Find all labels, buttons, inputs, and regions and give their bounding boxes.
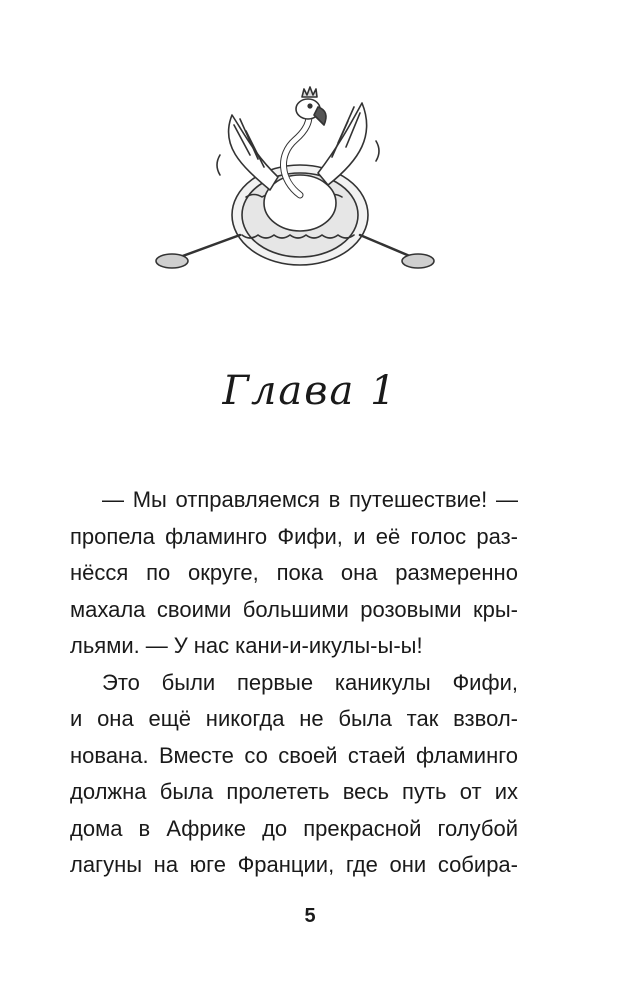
word: —	[145, 633, 168, 658]
word: фламинго	[165, 523, 268, 549]
word: ещё	[148, 706, 192, 731]
page-number: 5	[304, 905, 316, 927]
word: путешествие!	[349, 487, 488, 512]
word: своей	[278, 742, 338, 768]
word: со	[244, 742, 268, 768]
word: пролететь	[226, 779, 330, 804]
text-line	[70, 628, 518, 665]
word: её	[375, 523, 401, 549]
word: каникулы	[334, 669, 431, 695]
word: большими	[242, 596, 349, 622]
word: в	[138, 815, 151, 841]
word: своими	[156, 596, 232, 622]
word: махала	[70, 596, 146, 622]
word: голос	[410, 523, 467, 549]
word: она	[340, 560, 378, 585]
text-line	[70, 665, 518, 702]
flamingo-ballerina-icon	[150, 85, 440, 285]
word: стаей	[347, 742, 406, 768]
word: размеренно	[395, 560, 518, 585]
word: У	[173, 633, 188, 658]
word: где	[345, 852, 378, 877]
word: лагуны	[70, 852, 143, 877]
word: нёсся	[70, 560, 129, 585]
word: Фифи,	[452, 669, 518, 695]
word: пока	[276, 560, 324, 585]
word: нас	[193, 633, 230, 658]
word: фламинго	[415, 742, 518, 768]
word: Фифи,	[277, 523, 343, 549]
word: —	[495, 487, 518, 512]
word: кани-и-икулы-ы-ы!	[235, 633, 423, 658]
text-line	[70, 847, 518, 884]
word: в	[328, 487, 341, 512]
word: Мы	[132, 487, 167, 512]
word: Вместе	[159, 742, 234, 768]
word: были	[161, 669, 216, 695]
word: кры-	[472, 596, 518, 622]
chapter-title: Глава 1	[222, 368, 398, 414]
word: и	[353, 523, 366, 549]
word: по	[146, 560, 171, 585]
word: до	[262, 815, 288, 841]
text-line	[70, 774, 518, 811]
word: путь	[402, 779, 447, 804]
word: и	[70, 706, 83, 731]
word: прекрасной	[303, 815, 422, 841]
word: на	[153, 852, 179, 877]
word: Африке	[166, 815, 246, 841]
word: должна	[70, 779, 147, 804]
word: не	[299, 706, 324, 731]
word: юге	[189, 852, 226, 877]
word: Это	[102, 669, 140, 695]
word: нована.	[70, 742, 149, 768]
word: —	[102, 487, 124, 512]
word: так	[406, 706, 439, 731]
word: от	[459, 779, 482, 804]
word: была	[338, 706, 392, 731]
text-line	[70, 592, 518, 629]
word: голубой	[437, 815, 518, 841]
word: отправляемся	[175, 487, 320, 512]
word: весь	[342, 779, 389, 804]
word: розовыми	[360, 596, 462, 622]
text-line	[70, 555, 518, 592]
word: была	[159, 779, 214, 804]
word: никогда	[205, 706, 285, 731]
word: они	[389, 852, 427, 877]
word: округе,	[188, 560, 259, 585]
text-line	[70, 482, 518, 519]
paragraph-2	[70, 665, 518, 884]
paragraph-1	[70, 482, 518, 665]
word: первые	[236, 669, 314, 695]
text-line	[70, 811, 518, 848]
word: льями.	[70, 633, 140, 658]
text-line	[70, 738, 518, 775]
body-text	[70, 482, 518, 884]
word: их	[494, 779, 518, 804]
word: она	[97, 706, 134, 731]
word: пропела	[70, 523, 155, 549]
word: дома	[70, 815, 123, 841]
text-line	[70, 701, 518, 738]
word: раз-	[476, 523, 518, 549]
word: Франции,	[237, 852, 335, 877]
word: взвол-	[453, 706, 518, 731]
text-line	[70, 519, 518, 556]
word: собира-	[437, 852, 518, 877]
